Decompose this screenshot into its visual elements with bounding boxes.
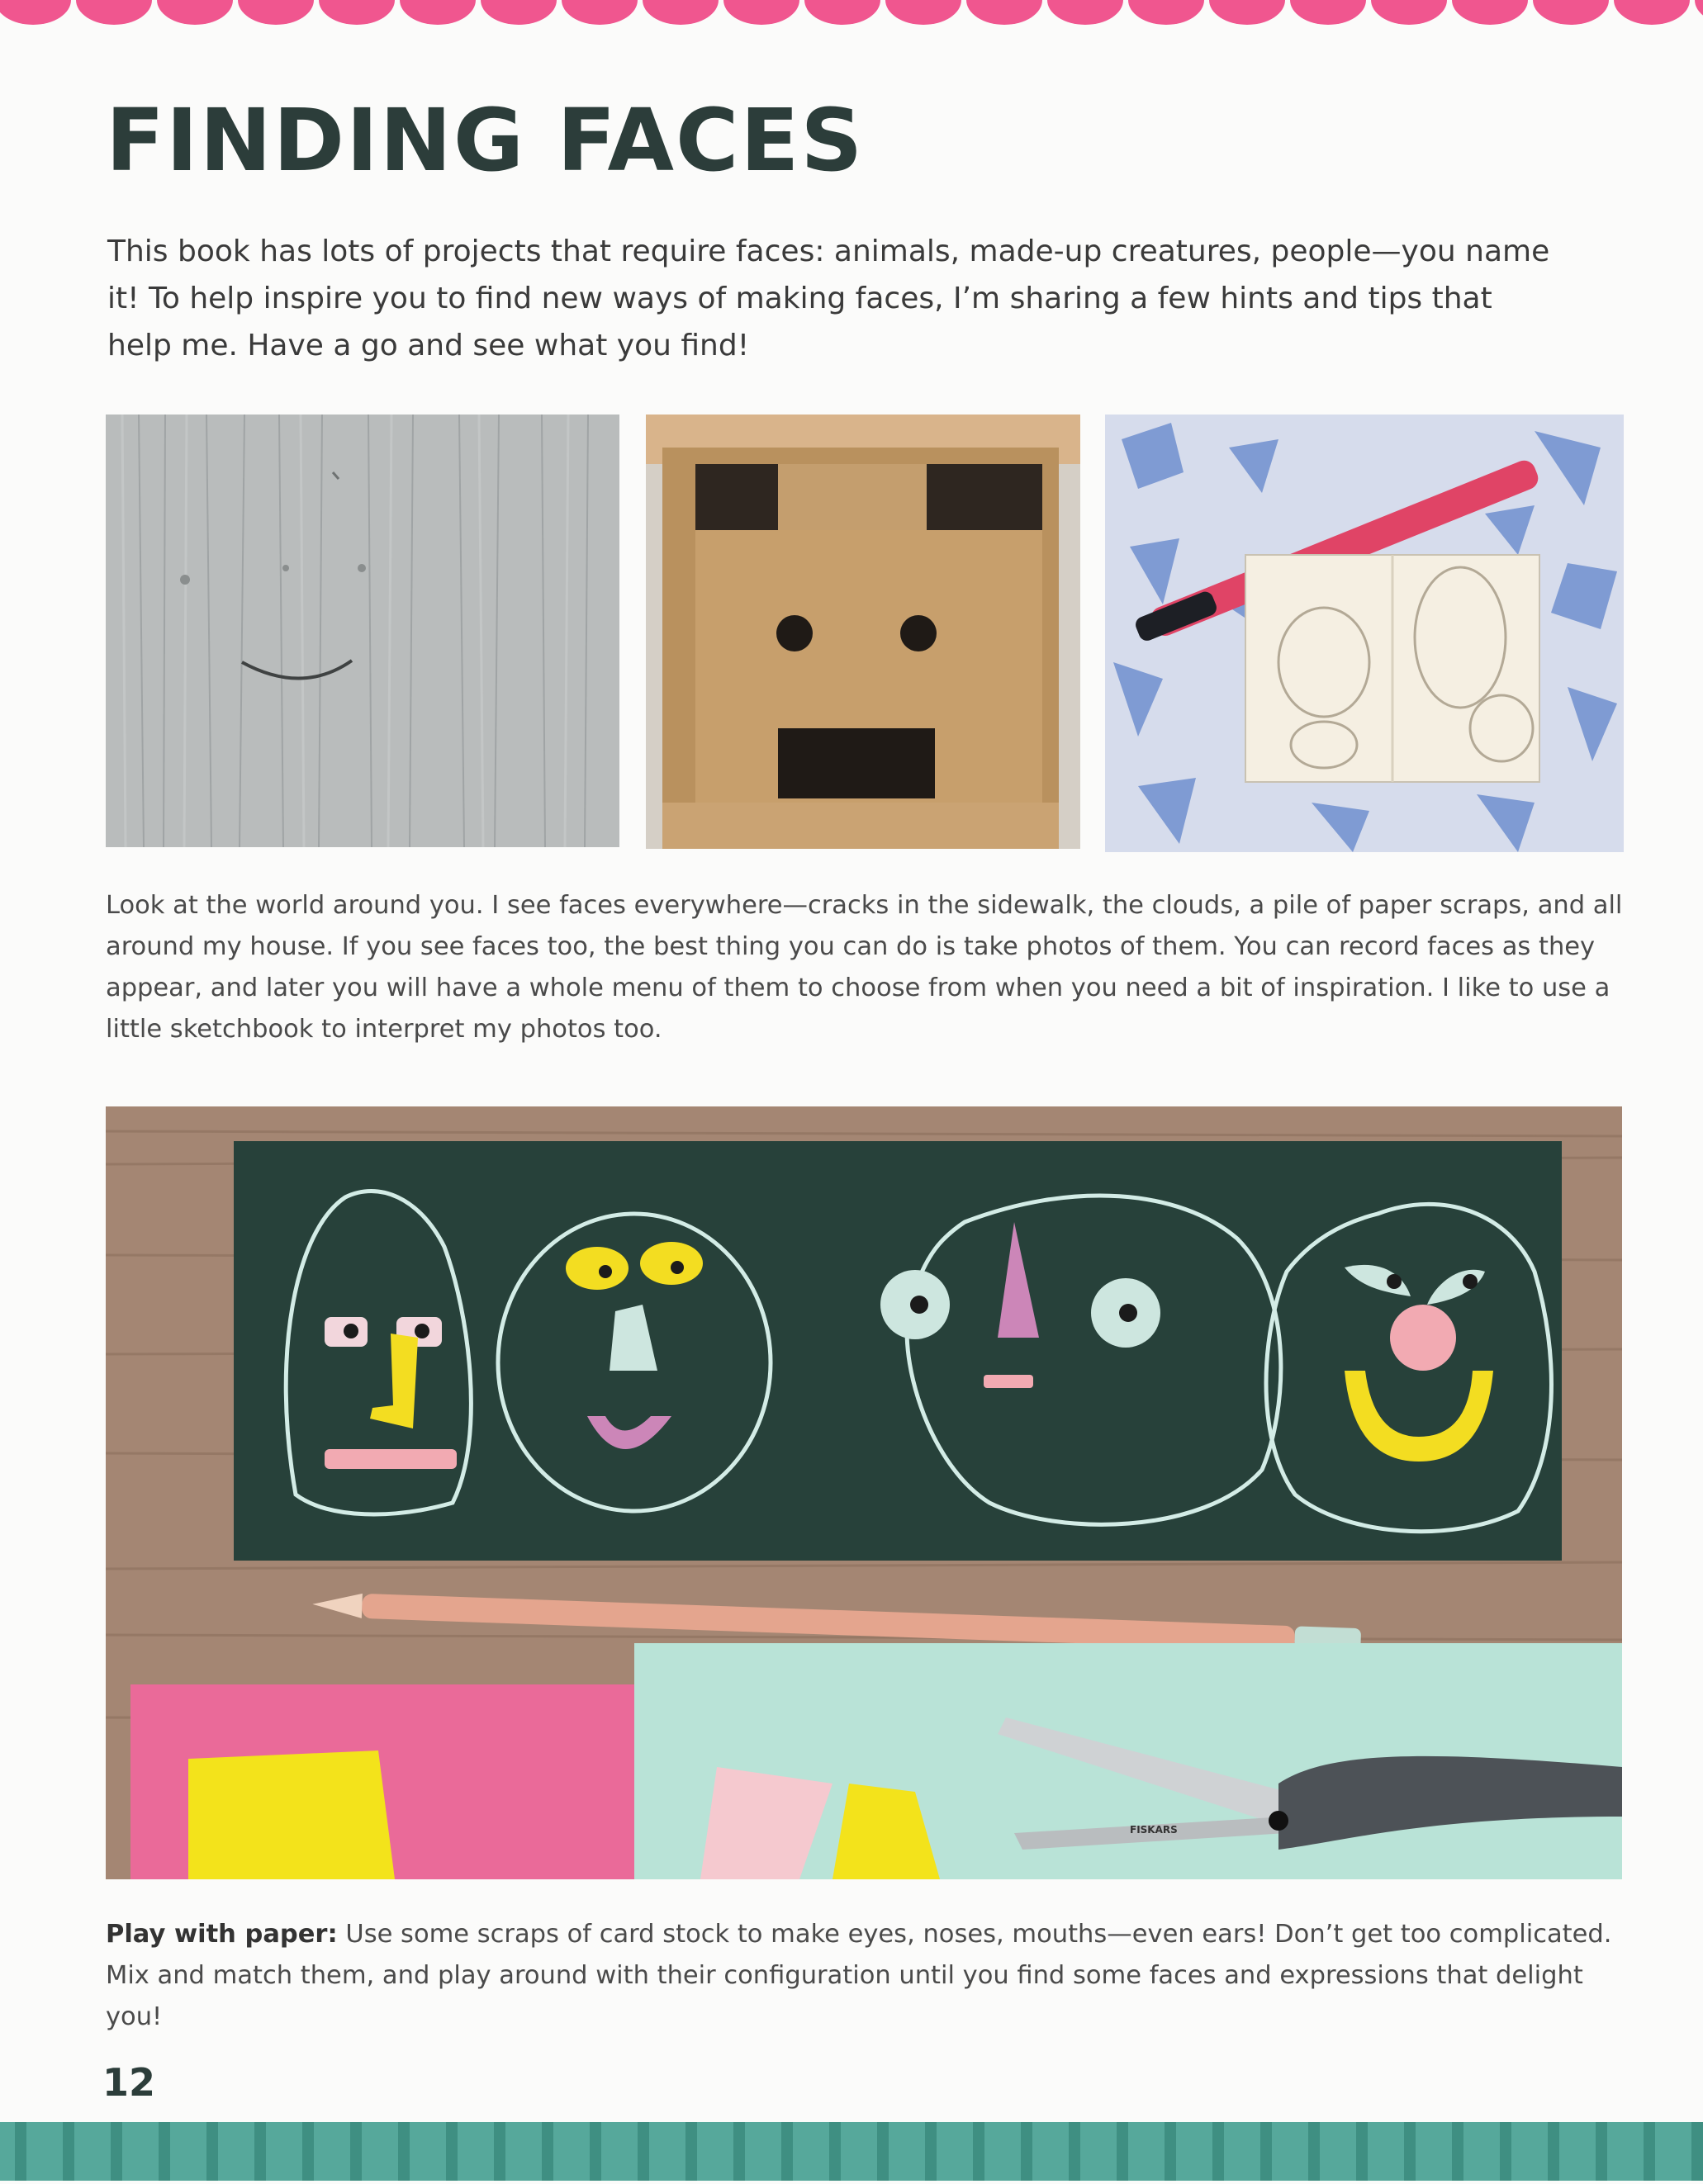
caption-lead: Play with paper:	[106, 1920, 338, 1949]
scissors-brand-label: FISKARS	[1130, 1824, 1178, 1836]
photo-box-face	[646, 415, 1080, 849]
green-card	[234, 1141, 1562, 1561]
page-title: FINDING FACES	[106, 90, 865, 191]
page-number: 12	[102, 2060, 156, 2105]
caption-play-with-paper	[106, 1914, 1625, 2038]
intro-paragraph: This book has lots of projects that require faces: animals, made-up creatures, people—you name it! To help inspire you to find new ways of making faces, I’m sharing a few hints and tips that help me. Have a go and see what you find!	[107, 235, 1550, 362]
caption-look-around: Look at the world around you. I see faces everywhere—cracks in the sidewalk, the clouds, a pile of paper scraps, and all around my house. If you see faces too, the best thing you can do is take photos of them. You can record faces as they appear, and later you will have a whole menu of them to choose from when you need a bit of inspiration. I like to use a little sketchbook to interpret my photos too.	[106, 891, 1623, 1044]
photo-paper-faces	[106, 1106, 1622, 1879]
photo-sketchbook-faces	[1105, 415, 1624, 852]
photo-wood-face	[106, 415, 619, 847]
caption-body: Use some scraps of card stock to make eyes, noses, mouths—even ears! Don’t get too complicated. Mix and match them, and play around with their configuration until you find some faces and expressions that delight you!	[106, 1920, 1612, 2031]
top-scallop-border	[0, 0, 1703, 28]
bottom-stripe-band	[0, 2122, 1703, 2181]
